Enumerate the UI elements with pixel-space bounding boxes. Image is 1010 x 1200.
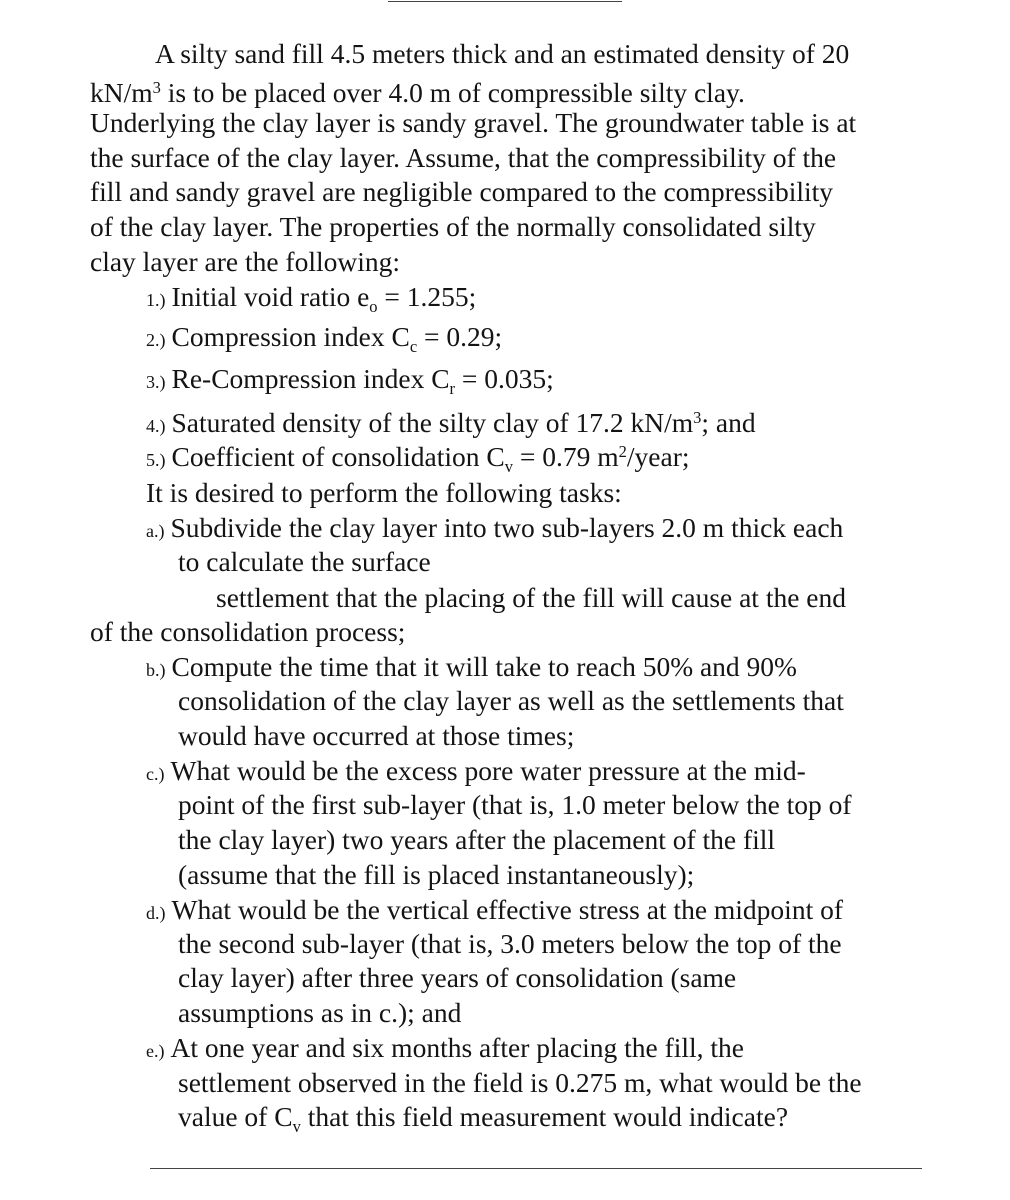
property-5-sup: 2 — [618, 442, 627, 461]
task-b-line-2: consolidation of the clay layer as well as the settlements that — [178, 685, 844, 716]
property-2-text: Compression index C — [171, 321, 410, 352]
task-a-line-2: to calculate the surface — [178, 546, 431, 577]
intro-line-1: A silty sand fill 4.5 meters thick and an estimated density of 20 — [155, 38, 850, 69]
property-5-value: = 0.79 m — [513, 441, 619, 473]
property-5-sub: v — [504, 456, 513, 476]
task-e-line-2: settlement observed in the field is 0.275 m, what would be the — [178, 1067, 862, 1098]
task-e-text-1: At one year and six months after placing the fill, the — [170, 1032, 744, 1063]
task-a-line-4: of the consolidation process; — [90, 616, 406, 647]
property-2-sub: c — [409, 336, 418, 356]
task-a-label: a.) — [146, 521, 165, 541]
property-4-value: ; and — [701, 407, 756, 439]
property-2-value: = 0.29; — [417, 321, 503, 352]
task-e-line-3 — [178, 1100, 788, 1144]
task-d-line-2: the second sub-layer (that is, 3.0 meters below the top of the — [178, 928, 842, 959]
property-2-number: 2.) — [146, 330, 166, 350]
task-e-text-3a: value of C — [178, 1101, 293, 1132]
property-1-value: = 1.255; — [377, 281, 477, 312]
task-b-text-1: Compute the time that it will take to reach 50% and 90% — [171, 651, 797, 682]
task-e-text-3b: that this field measurement would indicate? — [300, 1101, 789, 1132]
property-4-text: Saturated density of the silty clay of 17.2 kN/m — [171, 407, 694, 439]
top-rule — [388, 1, 622, 2]
task-c-label: c.) — [146, 764, 165, 784]
task-d-line-3: clay layer) after three years of consolidation (same — [178, 962, 737, 993]
property-3-text: Re-Compression index C — [171, 363, 450, 394]
task-c-line-4: (assume that the fill is placed instantaneously); — [178, 859, 695, 890]
task-c-line-1 — [146, 754, 806, 791]
task-a-line-1 — [146, 511, 843, 548]
property-1 — [146, 280, 476, 324]
task-b-line-1 — [146, 650, 797, 687]
intro-line-2-sup: 3 — [152, 78, 161, 97]
tasks-intro: It is desired to perform the following tasks: — [146, 477, 622, 508]
property-4-sup: 3 — [693, 408, 702, 427]
task-d-line-4: assumptions as in c.); and — [178, 997, 462, 1028]
task-d-line-1 — [146, 893, 843, 930]
property-1-text: Initial void ratio e — [171, 281, 370, 312]
task-b-label: b.) — [146, 660, 166, 680]
intro-line-4: the surface of the clay layer. Assume, that the compressibility of the — [90, 142, 837, 173]
property-3-value: = 0.035; — [455, 363, 554, 394]
intro-line-7: clay layer are the following: — [90, 246, 401, 277]
property-1-number: 1.) — [146, 290, 166, 310]
property-5-unit: /year; — [626, 441, 690, 473]
intro-line-2a: kN/m — [90, 77, 153, 109]
property-3-number: 3.) — [146, 372, 166, 392]
task-e-line-1 — [146, 1031, 744, 1068]
task-d-label: d.) — [146, 903, 166, 923]
task-a-line-3: settlement that the placing of the fill will cause at the end — [216, 582, 847, 613]
bottom-rule — [150, 1168, 922, 1169]
intro-line-2 — [90, 71, 745, 110]
task-a-text-1: Subdivide the clay layer into two sub-layers 2.0 m thick each — [170, 512, 844, 543]
property-4-number: 4.) — [146, 416, 166, 437]
property-1-sub: o — [369, 296, 378, 316]
property-5-text: Coefficient of consolidation C — [171, 441, 505, 473]
task-d-text-1: What would be the vertical effective stress at the midpoint of — [171, 894, 843, 925]
intro-line-2b: is to be placed over 4.0 m of compressible silty clay. — [160, 77, 745, 109]
task-e-label: e.) — [146, 1041, 165, 1061]
task-b-line-3: would have occurred at those times; — [178, 720, 575, 751]
property-3 — [146, 362, 554, 406]
intro-line-3: Underlying the clay layer is sandy gravel. The groundwater table is at — [90, 107, 857, 138]
property-5-number: 5.) — [146, 450, 166, 471]
intro-line-6: of the clay layer. The properties of the normally consolidated silty — [90, 211, 816, 242]
task-c-line-2: point of the first sub-layer (that is, 1.0 meter below the top of — [178, 789, 852, 820]
task-c-text-1: What would be the excess pore water pressure at the mid- — [170, 755, 806, 786]
property-2 — [146, 320, 502, 364]
task-c-line-3: the clay layer) two years after the placement of the fill — [178, 824, 776, 855]
intro-line-5: fill and sandy gravel are negligible compared to the compressibility — [90, 176, 834, 207]
task-e-sub: v — [292, 1116, 301, 1136]
property-3-sub: r — [449, 378, 456, 398]
